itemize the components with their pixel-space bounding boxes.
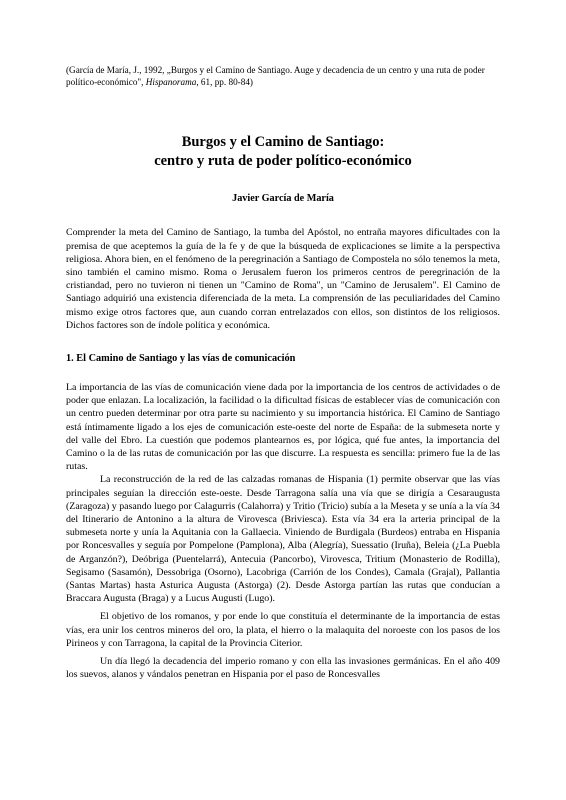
body-paragraph-3: El objetivo de los romanos, y por ende lo que constituía el determinante de la importancia de estas vías, era unir los centros mineros del oro, la plata, el hierro o la malaquita del noroeste con los pasos de los Pirineos y con Tarragona, la capital de la Provincia Citerior. — [66, 611, 500, 649]
body-paragraph-2: La reconstrucción de la red de las calzadas romanas de Hispania (1) permite observar que las vías principales seguían la dirección este-oeste. Desde Tarragona salía una vía que se dirigía a Cesaraugusta (Zaragoza) y pasando luego por Calagurris (Calahorra) y Tritio (Tricio) subía a la Meseta y se unía a la vía 34 del Itinerario de Antonino a la altura de Virovesca (Briviesca). Esta vía 34 era la arteria principal de la submeseta norte y unía la Aquitania con la Gallaecia. Viniendo de Burdigala (Burdeos) entraba en Hispania por Roncesvalles y seguía por Pompelone (Pamplona), Alba (Alegría), Suessatio (Iruña), Beleia (¿La Puebla de Arganzón?), Deóbriga (Puentelarrá), Antecuia (Pancorbo), Virovesca, Tritium (Monasterio de Rodilla), Segisamo (Sasamón), Dessobriga (Osorno), Lacobriga (Carrión de los Condes), Camala (Grajal), Pallantia (Santas Martas) hasta Asturica Augusta (Astorga) (2). Desde Astorga partían las rutas que conducían a Braccara Augusta (Braga) y a Lucus Augusti (Lugo). — [66, 474, 500, 605]
author-name: Javier García de María — [232, 193, 334, 205]
document-page — [66, 64, 500, 682]
section-heading-1: 1. El Camino de Santiago y las vías de comunicación — [66, 353, 296, 365]
citation-suffix: , 61, pp. 80-84) — [196, 77, 253, 88]
title-line-1: Burgos y el Camino de Santiago: — [181, 134, 385, 151]
abstract-paragraph: Comprender la meta del Camino de Santiago, la tumba del Apóstol, no entraña mayores dificultades con la premisa de que aceptemos la guía de la fe y de que la búsqueda de explicaciones se limite a la perspectiva religiosa. Ahora bien, en el fenómeno de la peregrinación a Santiago de Compostela no sólo tenemos la meta, sino también el camino mismo. Roma o Jerusalem fueron los primeros centros de peregrinación de la cristiandad, pero no tuvieron ni tienen un "Camino de Roma", un "Camino de Jerusalem". El Camino de Santiago adquirió una existencia diferenciada de la meta. La comprensión de las peculiaridades del Camino mismo exige otros factores que, aun cuando corran entrelazados con ellos, son distintos de los religiosos. Dichos factores son de índole política y económica. — [66, 227, 500, 331]
article-title — [66, 133, 500, 171]
citation-prefix: (García de María, J., 1992, „Burgos y el Camino de Santiago. Auge y decadencia de un centro y una ruta de poder político-económico", — [66, 65, 485, 88]
citation-journal: Hispanorama — [145, 77, 197, 88]
body-paragraph-4: Un día llegó la decadencia del imperio romano y con ella las invasiones germánicas. En el año 409 los suevos, alanos y vándalos penetran en Hispania por el paso de Roncesvalles — [66, 656, 500, 681]
body-paragraph-1: La importancia de las vías de comunicación viene dada por la importancia de los centros de actividades o de poder que enlazan. La localización, la facilidad o la dificultad físicas de establecer vías de comunicación con un centro pueden determinar por otra parte su nacimiento y su importancia histórica. El Camino de Santiago está íntimamente ligado a los ejes de comunicación este-oeste del norte de España: de la submeseta norte y del valle del Ebro. La cuestión que podemos plantearnos es, por lógica, qué fue antes, la importancia del Camino o la de las rutas de comunicación por las que discurre. La respuesta es sencilla: primero fue la de las rutas. — [66, 382, 500, 473]
title-line-2: centro y ruta de poder político-económico — [154, 153, 412, 170]
citation — [66, 64, 500, 88]
